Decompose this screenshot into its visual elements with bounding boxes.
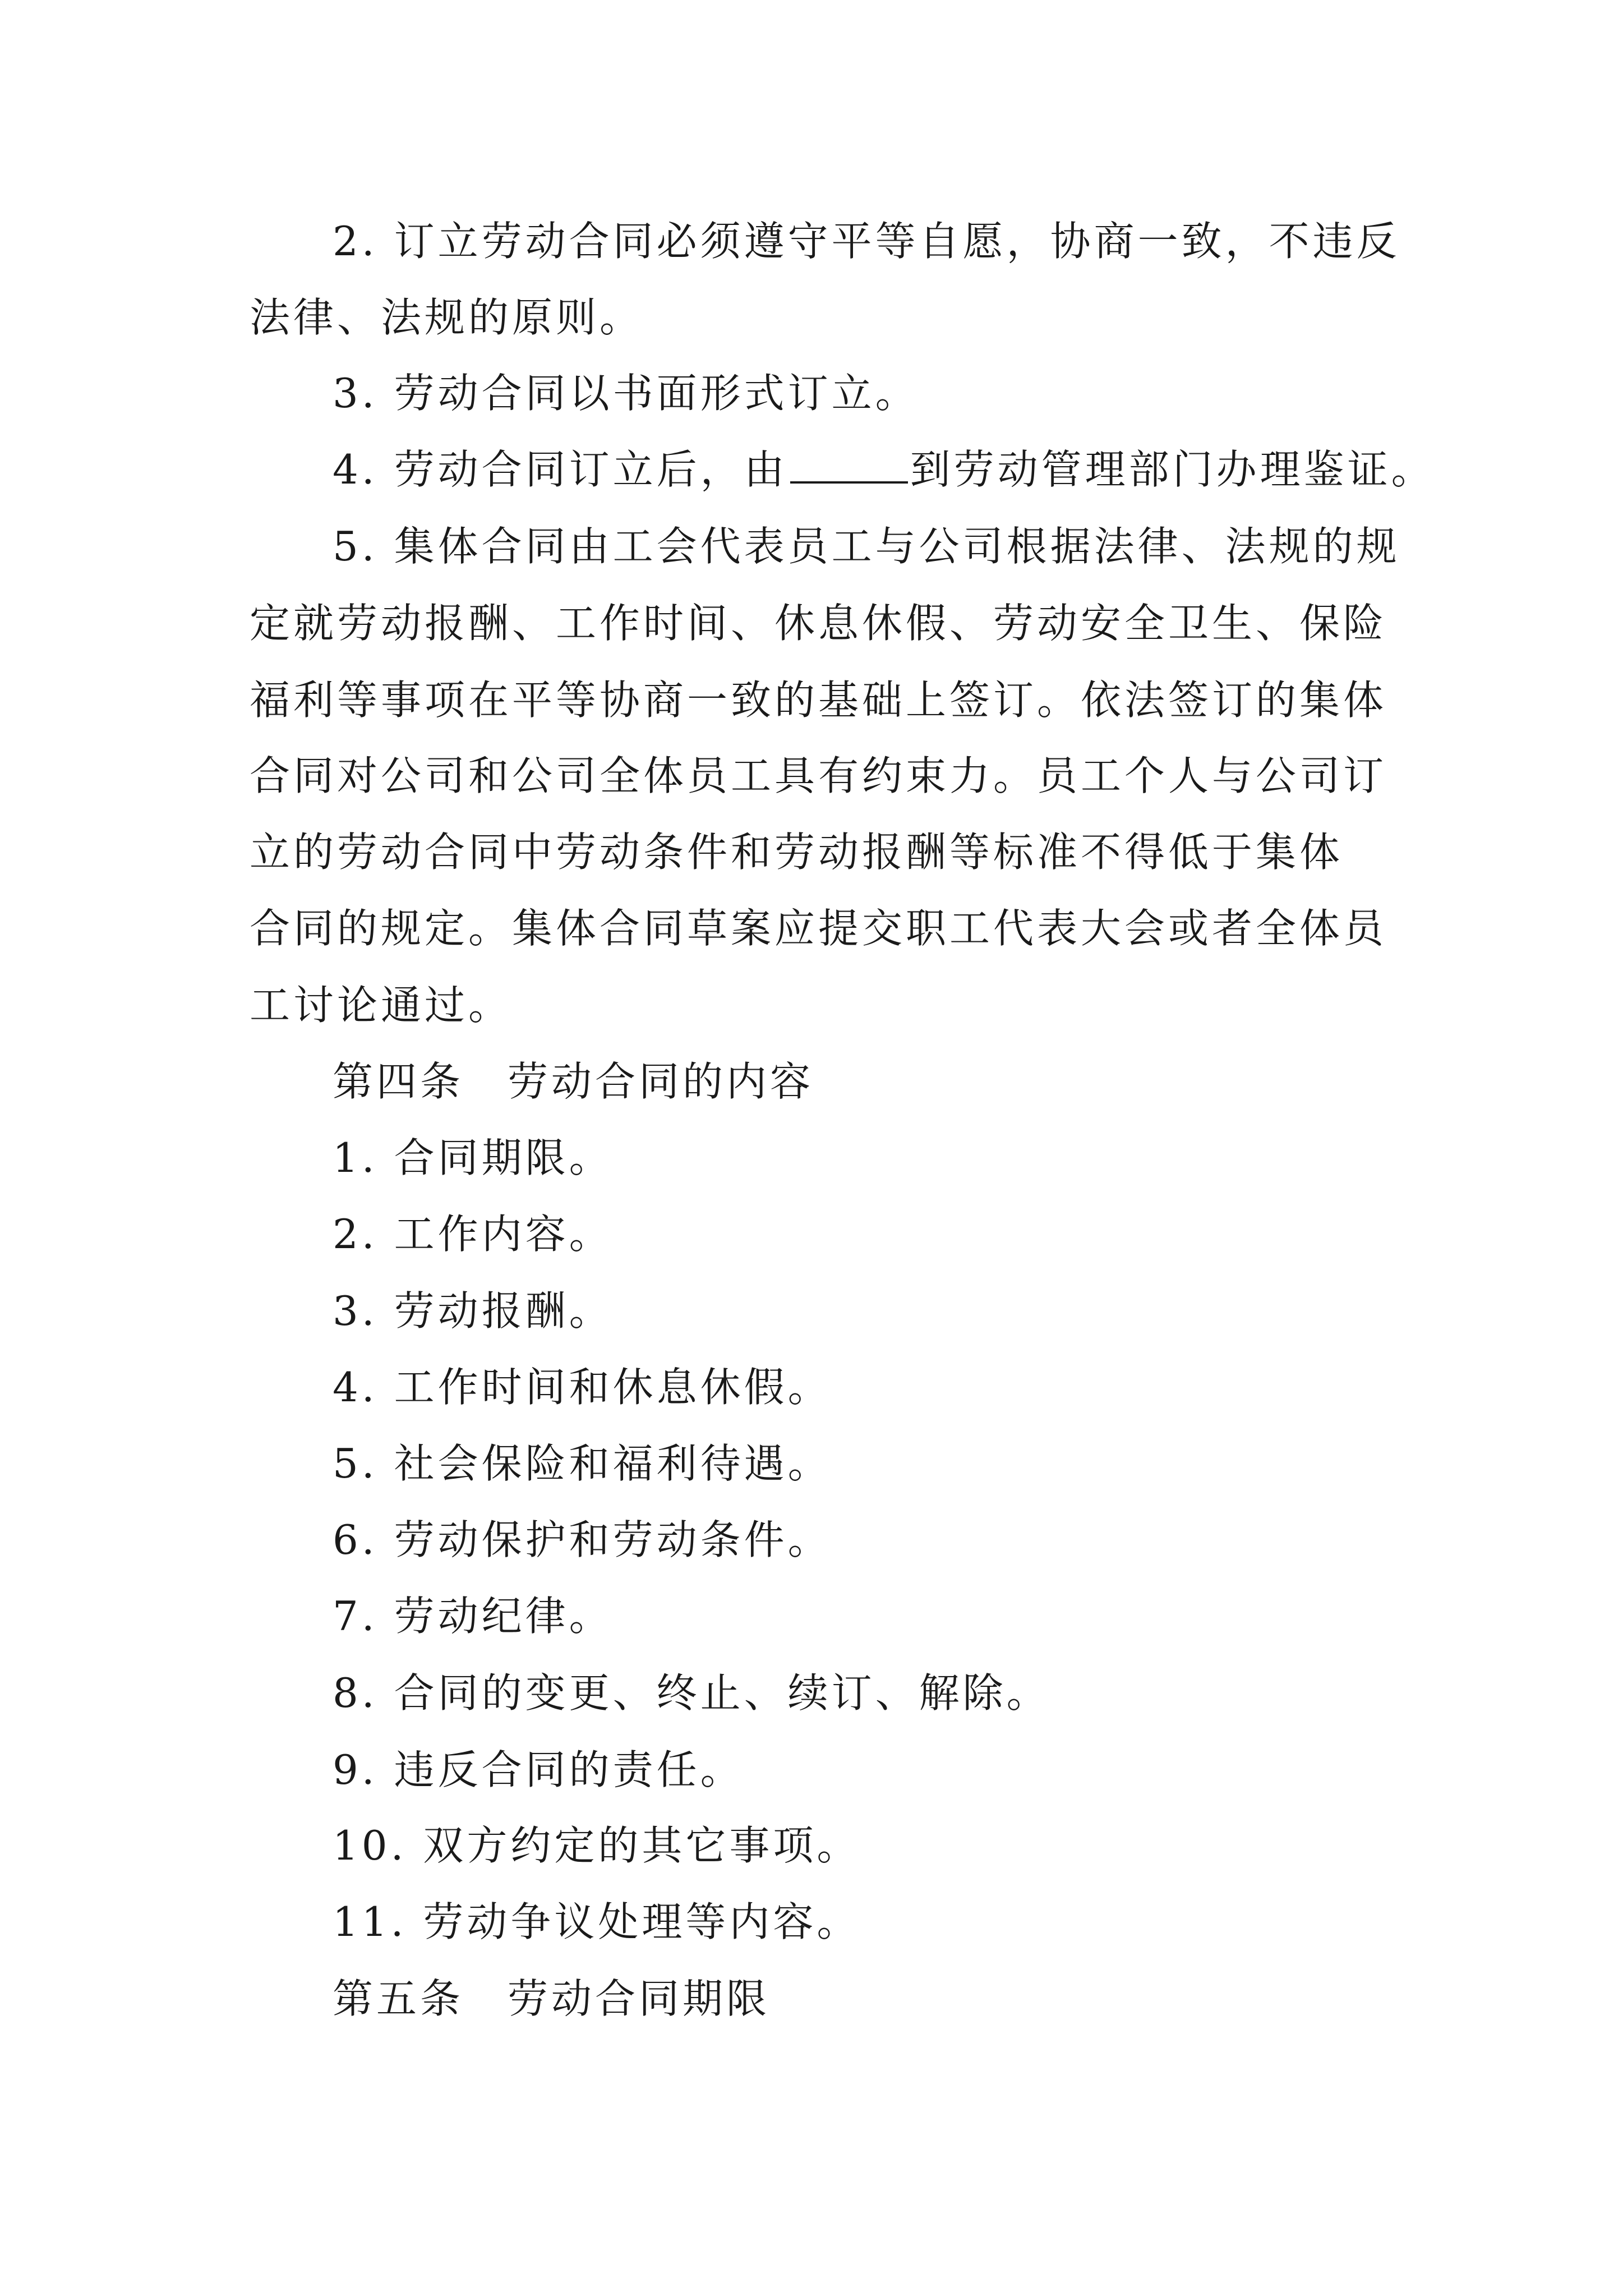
clause-5-line-6: 合同的规定。集体合同草案应提交职工代表大会或者全体员 — [250, 905, 1387, 952]
list-item: 6. 劳动保护和劳动条件。 — [333, 1516, 832, 1563]
clause-5-line-3: 福利等事项在平等协商一致的基础上签订。依法签订的集体 — [250, 677, 1387, 724]
list-item: 7. 劳动纪律。 — [333, 1593, 613, 1640]
fill-in-blank — [790, 447, 908, 484]
list-item: 3. 劳动报酬。 — [333, 1287, 613, 1335]
list-item: 5. 社会保险和福利待遇。 — [333, 1440, 832, 1487]
list-item: 4. 工作时间和休息休假。 — [333, 1364, 832, 1411]
list-item: 2. 工作内容。 — [333, 1211, 613, 1258]
clause-5-line-7: 工讨论通过。 — [250, 982, 513, 1029]
article-4-heading: 第四条 劳动合同的内容 — [333, 1058, 814, 1105]
list-item: 1. 合同期限。 — [333, 1134, 613, 1181]
clause-5-line-2: 定就劳动报酬、工作时间、休息休假、劳动安全卫生、保险 — [250, 600, 1387, 647]
list-item: 9. 违反合同的责任。 — [333, 1746, 744, 1793]
clause-4-text-after: 到劳动管理部门办理鉴证。 — [910, 446, 1435, 493]
list-item: 10. 双方约定的其它事项。 — [333, 1822, 861, 1869]
clause-2-line-1: 2. 订立劳动合同必须遵守平等自愿，协商一致，不违反 — [333, 218, 1400, 265]
clause-5-line-4: 合同对公司和公司全体员工具有约束力。员工个人与公司订 — [250, 752, 1387, 799]
clause-3: 3. 劳动合同以书面形式订立。 — [333, 370, 919, 417]
article-5-heading: 第五条 劳动合同期限 — [333, 1975, 771, 2022]
clause-5-line-5: 立的劳动合同中劳动条件和劳动报酬等标准不得低于集体 — [250, 829, 1344, 876]
clause-2-line-2: 法律、法规的原则。 — [250, 294, 644, 341]
clause-5-line-1: 5. 集体合同由工会代表员工与公司根据法律、法规的规 — [333, 523, 1400, 570]
list-item: 8. 合同的变更、终止、续订、解除。 — [333, 1669, 1050, 1717]
clause-4 — [333, 444, 1435, 495]
clause-4-text-before: 4. 劳动合同订立后，由 — [333, 446, 788, 493]
list-item: 11. 劳动争议处理等内容。 — [333, 1898, 861, 1945]
